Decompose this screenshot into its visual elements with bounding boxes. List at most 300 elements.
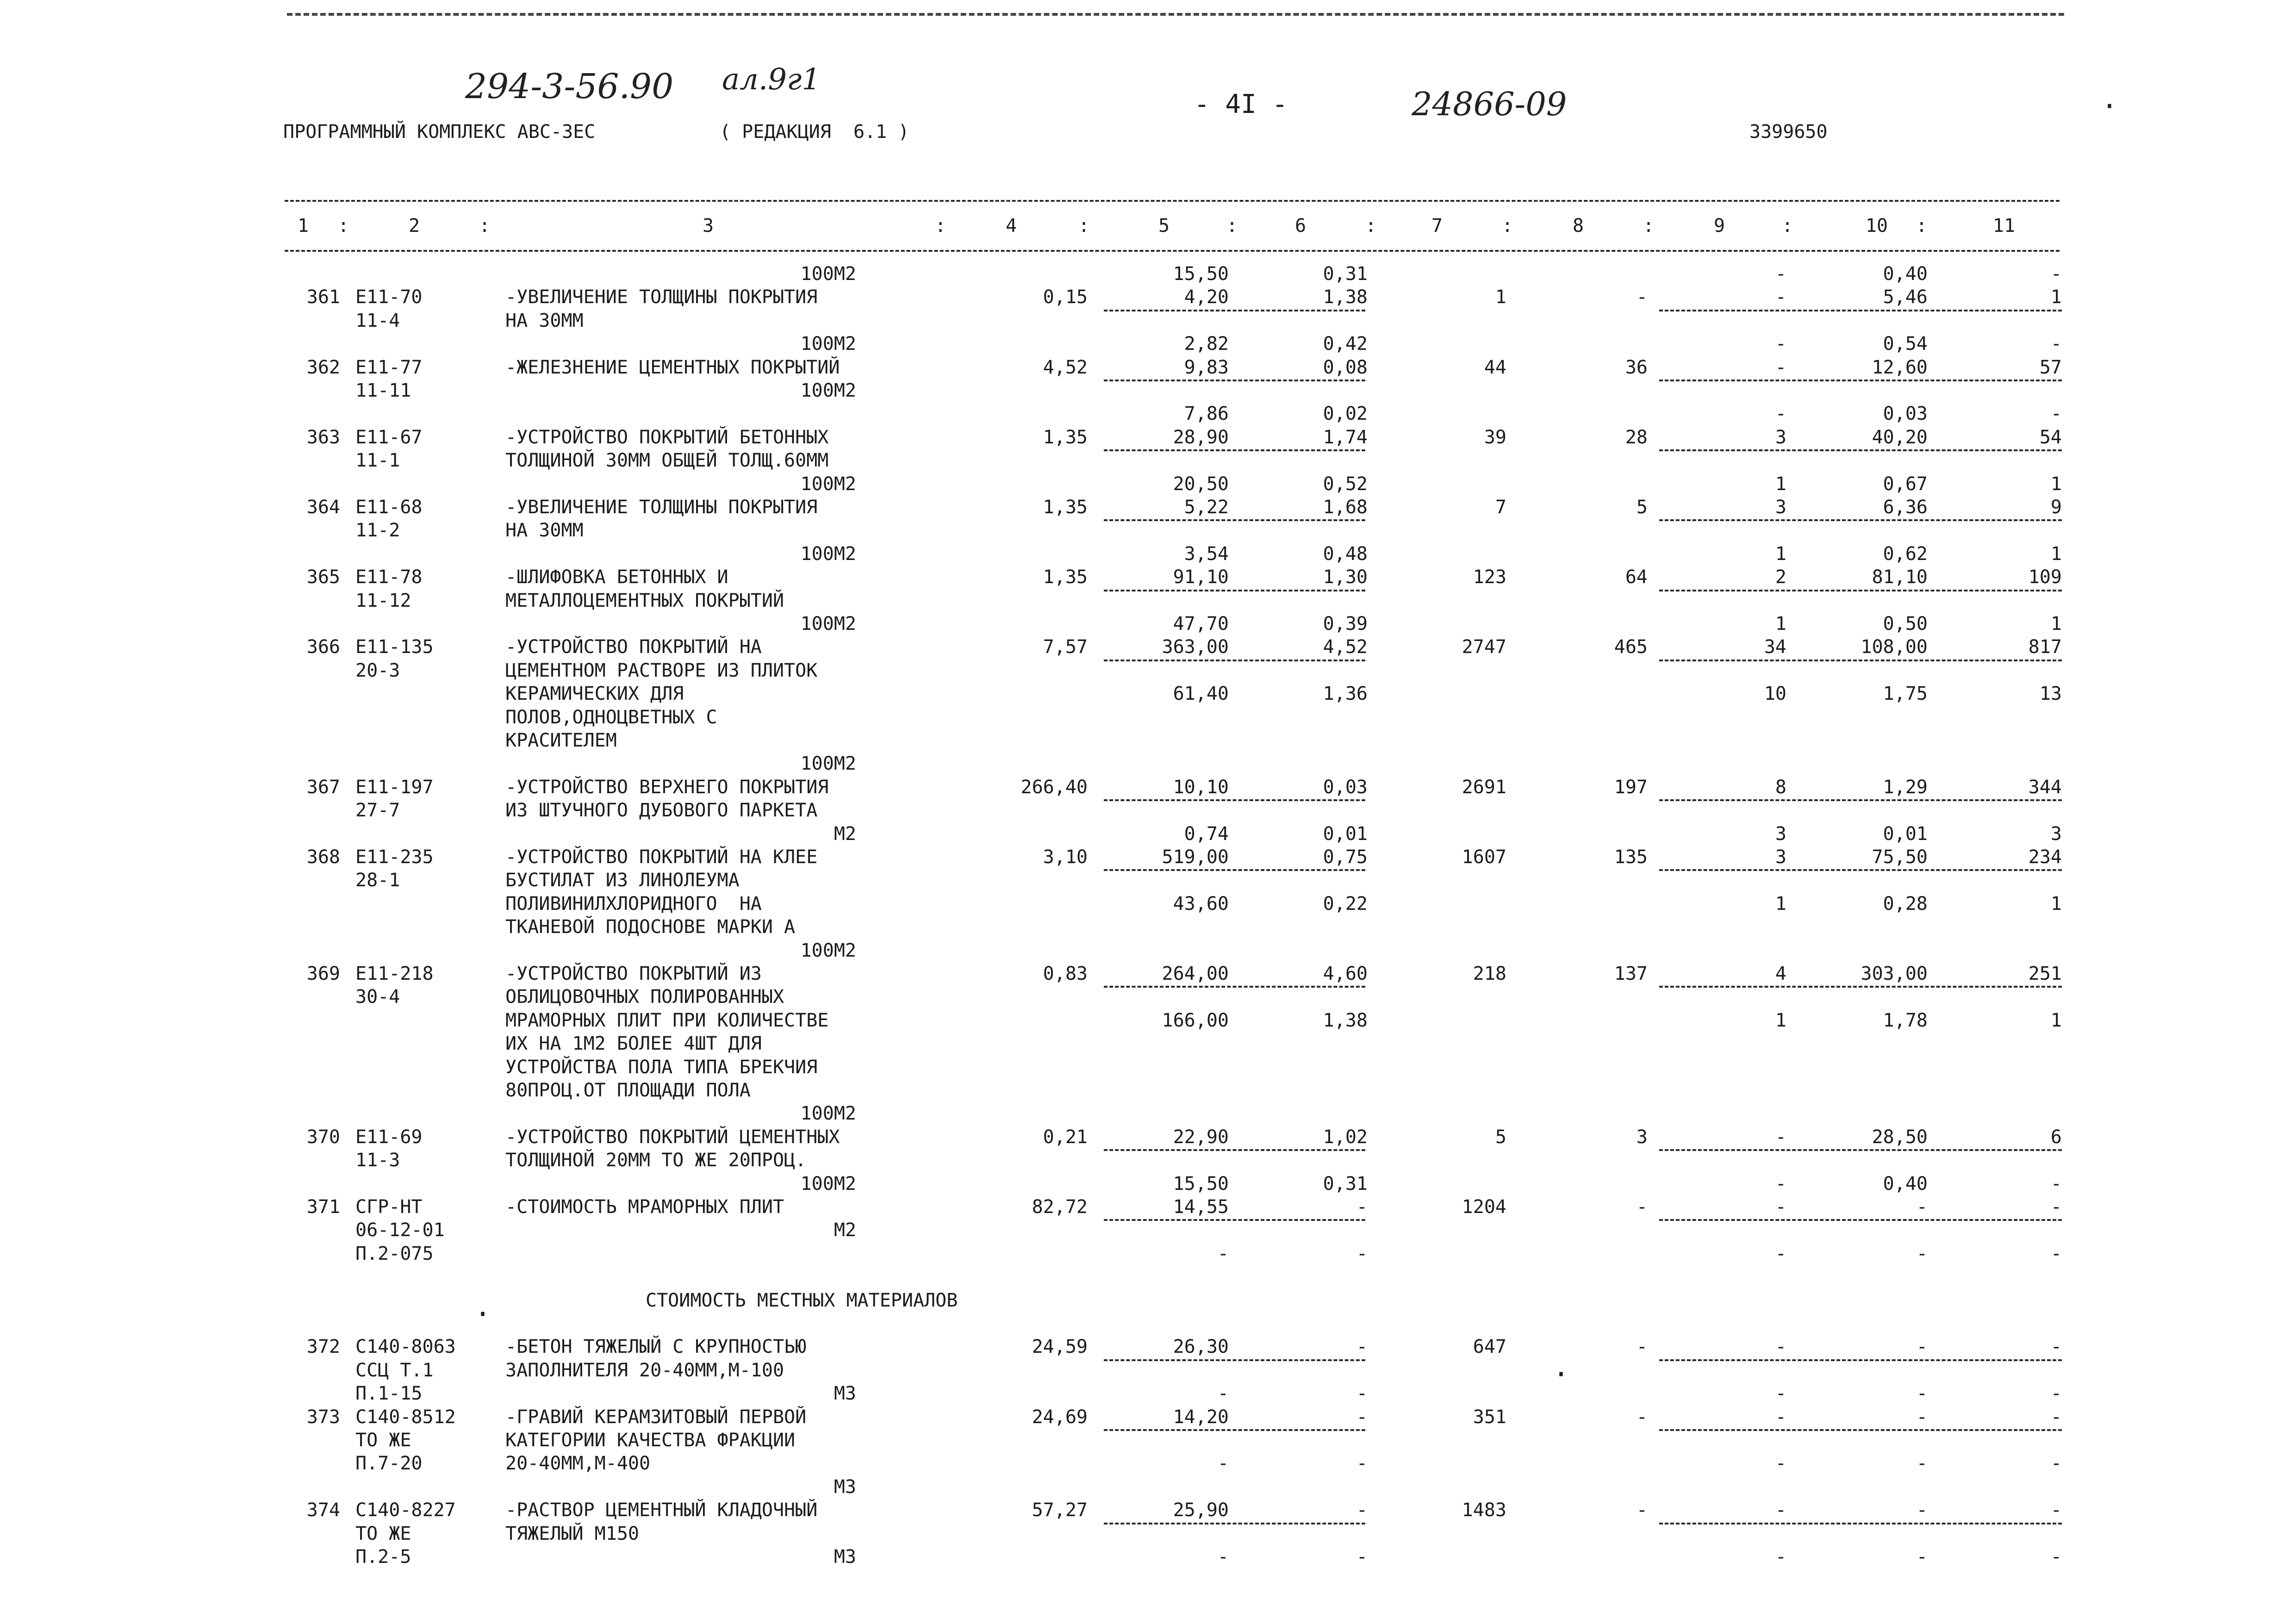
cell-c5: 7,86 xyxy=(1184,403,1229,425)
cell-c11: 13 xyxy=(2039,683,2062,705)
normative-code: ТО ЖЕ xyxy=(355,1430,411,1451)
cell-c9: 1 xyxy=(1775,473,1786,495)
subtotal-rule xyxy=(1104,519,1365,521)
normative-code: 11-12 xyxy=(355,590,411,611)
cell-c6: 0,02 xyxy=(1323,403,1368,425)
cell-c9: - xyxy=(1775,403,1786,425)
cell-c7: 1204 xyxy=(1462,1196,1506,1218)
normative-code: 11-11 xyxy=(355,380,411,401)
work-description: -УСТРОЙСТВО ПОКРЫТИЙ ИЗ xyxy=(505,963,762,984)
subtotal-rule xyxy=(1104,449,1365,451)
work-description: УСТРОЙСТВА ПОЛА ТИПА БРЕКЧИЯ xyxy=(505,1056,818,1078)
normative-code: Е11-69 xyxy=(355,1126,423,1148)
cell-c5: 14,55 xyxy=(1173,1196,1229,1218)
cell-c5: 4,20 xyxy=(1184,286,1229,308)
work-description: -УСТРОЙСТВО ПОКРЫТИЙ ЦЕМЕНТНЫХ xyxy=(505,1126,840,1148)
cell-c10: 1,78 xyxy=(1883,1009,1928,1031)
cell-c7: 39 xyxy=(1484,426,1506,448)
subtotal-rule xyxy=(1104,1219,1365,1221)
cell-c6: 4,60 xyxy=(1323,963,1368,984)
unit-of-measure: 100М2 xyxy=(800,753,856,775)
cell-c8: - xyxy=(1636,1500,1648,1521)
cell-c4: 266,40 xyxy=(1020,776,1088,798)
column-separator: : xyxy=(479,215,491,236)
cell-c7: 351 xyxy=(1473,1406,1506,1428)
cell-c9: - xyxy=(1775,333,1786,355)
page-number: - 4I - xyxy=(1194,89,1288,119)
work-description: КАТЕГОРИИ КАЧЕСТВА ФРАКЦИИ xyxy=(505,1430,796,1451)
subtotal-rule xyxy=(1659,1149,2062,1151)
cell-c8: 135 xyxy=(1614,846,1648,868)
row-number: 370 xyxy=(306,1126,340,1148)
cell-c9: - xyxy=(1775,1383,1786,1405)
normative-code: 11-1 xyxy=(355,450,400,472)
unit-of-measure: 100М2 xyxy=(800,613,856,635)
cell-c10: 0,03 xyxy=(1883,403,1928,425)
cell-c11: 817 xyxy=(2028,636,2062,658)
work-description: -ШЛИФОВКА БЕТОННЫХ И xyxy=(505,566,728,588)
normative-code: Е11-218 xyxy=(355,963,434,984)
normative-code: П.1-15 xyxy=(355,1383,423,1405)
work-description: -РАСТВОР ЦЕМЕНТНЫЙ КЛАДОЧНЫЙ xyxy=(505,1500,818,1521)
work-description: -БЕТОН ТЯЖЕЛЫЙ С КРУПНОСТЬЮ xyxy=(505,1336,807,1358)
subtotal-rule xyxy=(1104,799,1365,801)
subtotal-rule xyxy=(1659,519,2062,521)
edition-label: ( РЕДАКЦИЯ 6.1 ) xyxy=(720,121,909,143)
cell-c11: - xyxy=(2050,1453,2062,1475)
cell-c9: 1 xyxy=(1775,543,1786,565)
subtotal-rule xyxy=(1659,799,2062,801)
normative-code: ТО ЖЕ xyxy=(355,1523,411,1544)
row-number: 367 xyxy=(306,776,340,798)
cell-c10: - xyxy=(1916,1383,1928,1405)
cell-c9: - xyxy=(1775,1546,1786,1568)
column-header-5: 5 xyxy=(1158,215,1170,236)
cell-c9: - xyxy=(1775,1243,1786,1264)
work-description: НА 30ММ xyxy=(505,520,584,541)
normative-code: Е11-67 xyxy=(355,426,423,448)
cell-c5: 61,40 xyxy=(1173,683,1229,705)
row-number: 372 xyxy=(306,1336,340,1358)
row-number: 366 xyxy=(306,636,340,658)
cell-c8: 36 xyxy=(1625,356,1648,378)
handwritten-code: 294-3-56.90 xyxy=(465,67,674,106)
cell-c5: 166,00 xyxy=(1162,1009,1229,1031)
cell-c4: 0,15 xyxy=(1043,286,1088,308)
normative-code: 11-4 xyxy=(355,310,400,331)
row-number: 374 xyxy=(306,1500,340,1521)
cell-c11: 6 xyxy=(2050,1126,2062,1148)
row-number: 365 xyxy=(306,566,340,588)
column-separator: : xyxy=(1226,215,1238,236)
work-description: -УСТРОЙСТВО ПОКРЫТИЙ НА xyxy=(505,636,762,658)
cell-c6: 0,01 xyxy=(1323,823,1368,845)
cell-c10: - xyxy=(1916,1243,1928,1264)
cell-c6: 1,38 xyxy=(1323,286,1368,308)
cell-c9: - xyxy=(1775,1126,1786,1148)
normative-code: Е11-235 xyxy=(355,846,434,868)
cell-c6: 1,36 xyxy=(1323,683,1368,705)
cell-c10: - xyxy=(1916,1546,1928,1568)
cell-c5: 2,82 xyxy=(1184,333,1229,355)
cell-c5: 519,00 xyxy=(1162,846,1229,868)
cell-c11: 1 xyxy=(2050,473,2062,495)
cell-c5: 9,83 xyxy=(1184,356,1229,378)
unit-of-measure: М2 xyxy=(834,823,856,845)
row-number: 371 xyxy=(306,1196,340,1218)
cell-c9: 34 xyxy=(1764,636,1786,658)
normative-code: П.2-5 xyxy=(355,1546,411,1568)
cell-c6: 1,30 xyxy=(1323,566,1368,588)
cell-c4: 0,83 xyxy=(1043,963,1088,984)
cell-c4: 1,35 xyxy=(1043,566,1088,588)
normative-code: П.2-075 xyxy=(355,1243,434,1264)
work-description: ИХ НА 1М2 БОЛЕЕ 4ШТ ДЛЯ xyxy=(505,1033,762,1055)
cell-c6: 0,42 xyxy=(1323,333,1368,355)
cell-c11: 344 xyxy=(2028,776,2062,798)
cell-c7: 218 xyxy=(1473,963,1506,984)
normative-code: ССЦ Т.1 xyxy=(355,1359,434,1381)
cell-c9: 3 xyxy=(1775,497,1786,518)
cell-c6: 0,03 xyxy=(1323,776,1368,798)
cell-c7: 647 xyxy=(1473,1336,1506,1358)
cell-c6: 0,75 xyxy=(1323,846,1368,868)
normative-code: СГР-НТ xyxy=(355,1196,423,1218)
cell-c5: 10,10 xyxy=(1173,776,1229,798)
subtotal-rule xyxy=(1659,1429,2062,1431)
cell-c6: 0,31 xyxy=(1323,263,1368,285)
cell-c10: 0,28 xyxy=(1883,893,1928,915)
row-number: 369 xyxy=(306,963,340,984)
work-description: -СТОИМОСТЬ МРАМОРНЫХ ПЛИТ xyxy=(505,1196,784,1218)
cell-c5: 15,50 xyxy=(1173,263,1229,285)
work-description: -УСТРОЙСТВО ВЕРХНЕГО ПОКРЫТИЯ xyxy=(505,776,829,798)
cell-c10: 0,01 xyxy=(1883,823,1928,845)
subtotal-rule xyxy=(1659,310,2062,311)
cell-c10: - xyxy=(1916,1196,1928,1218)
column-header-6: 6 xyxy=(1294,215,1307,236)
cell-c10: 0,40 xyxy=(1883,263,1928,285)
cell-c8: 137 xyxy=(1614,963,1648,984)
cell-c5: 25,90 xyxy=(1173,1500,1229,1521)
cell-c10: 303,00 xyxy=(1860,963,1928,984)
cell-c8: - xyxy=(1636,1406,1648,1428)
cell-c6: 0,31 xyxy=(1323,1173,1368,1195)
cell-c5: - xyxy=(1217,1546,1229,1568)
cell-c9: - xyxy=(1775,1196,1786,1218)
cell-c5: 22,90 xyxy=(1173,1126,1229,1148)
work-description: -УВЕЛИЧЕНИЕ ТОЛЩИНЫ ПОКРЫТИЯ xyxy=(505,286,818,308)
normative-code: Е11-197 xyxy=(355,776,434,798)
subtotal-rule xyxy=(1104,310,1365,311)
normative-code: С140-8063 xyxy=(355,1336,456,1358)
cell-c10: 5,46 xyxy=(1883,286,1928,308)
cell-c5: 3,54 xyxy=(1184,543,1229,565)
cell-c11: 1 xyxy=(2050,613,2062,635)
normative-code: 11-3 xyxy=(355,1150,400,1171)
column-header-8: 8 xyxy=(1572,215,1584,236)
cell-c9: - xyxy=(1775,263,1786,285)
cell-c11: 57 xyxy=(2039,356,2062,378)
cell-c5: 0,74 xyxy=(1184,823,1229,845)
work-description: ЦЕМЕНТНОМ РАСТВОРЕ ИЗ ПЛИТОК xyxy=(505,660,818,681)
column-separator: : xyxy=(1782,215,1793,236)
column-header-7: 7 xyxy=(1431,215,1443,236)
cell-c9: - xyxy=(1775,1406,1786,1428)
column-header-3: 3 xyxy=(702,215,714,236)
subtotal-rule xyxy=(1104,590,1365,591)
cell-c10: 1,75 xyxy=(1883,683,1928,705)
work-description: МРАМОРНЫХ ПЛИТ ПРИ КОЛИЧЕСТВЕ xyxy=(505,1009,829,1031)
cell-c4: 1,35 xyxy=(1043,497,1088,518)
work-description: -УВЕЛИЧЕНИЕ ТОЛЩИНЫ ПОКРЫТИЯ xyxy=(505,497,818,518)
cell-c4: 24,69 xyxy=(1032,1406,1088,1428)
subtotal-rule xyxy=(1104,1523,1365,1524)
cell-c8: - xyxy=(1636,1196,1648,1218)
subtotal-rule xyxy=(1659,660,2062,661)
subtotal-rule xyxy=(1104,1429,1365,1431)
header-rule-bottom xyxy=(285,250,2060,252)
cell-c4: 7,57 xyxy=(1043,636,1088,658)
normative-code: С140-8227 xyxy=(355,1500,456,1521)
unit-of-measure: 100М2 xyxy=(800,543,856,565)
subtotal-rule xyxy=(1104,1359,1365,1361)
cell-c9: - xyxy=(1775,286,1786,308)
work-description: ЗАПОЛНИТЕЛЯ 20-40ММ,М-100 xyxy=(505,1359,784,1381)
cell-c9: 3 xyxy=(1775,426,1786,448)
cell-c6: 1,74 xyxy=(1323,426,1368,448)
unit-of-measure: 100М2 xyxy=(800,263,856,285)
cell-c8: - xyxy=(1636,1336,1648,1358)
subtotal-rule xyxy=(1104,869,1365,871)
cell-c8: 197 xyxy=(1614,776,1648,798)
cell-c9: 4 xyxy=(1775,963,1786,984)
work-description: НА 30ММ xyxy=(505,310,584,331)
cell-c5: 43,60 xyxy=(1173,893,1229,915)
cell-c11: 1 xyxy=(2050,1009,2062,1031)
subtotal-rule xyxy=(1104,380,1365,381)
cell-c6: 1,02 xyxy=(1323,1126,1368,1148)
cell-c10: 28,50 xyxy=(1872,1126,1928,1148)
normative-code: 20-3 xyxy=(355,660,400,681)
cell-c10: 81,10 xyxy=(1872,566,1928,588)
unit-of-measure: М3 xyxy=(834,1546,856,1568)
cell-c5: 20,50 xyxy=(1173,473,1229,495)
cell-c6: 4,52 xyxy=(1323,636,1368,658)
work-description: ОБЛИЦОВОЧНЫХ ПОЛИРОВАННЫХ xyxy=(505,986,784,1008)
cell-c5: - xyxy=(1217,1453,1229,1475)
cell-c5: 28,90 xyxy=(1173,426,1229,448)
cell-c11: - xyxy=(2050,333,2062,355)
cell-c5: 15,50 xyxy=(1173,1173,1229,1195)
column-separator: : xyxy=(1365,215,1377,236)
cell-c6: - xyxy=(1356,1406,1368,1428)
cell-c10: 12,60 xyxy=(1872,356,1928,378)
row-number: 361 xyxy=(306,286,340,308)
cell-c8: 64 xyxy=(1625,566,1648,588)
cell-c11: - xyxy=(2050,1500,2062,1521)
row-number: 368 xyxy=(306,846,340,868)
cell-c6: - xyxy=(1356,1196,1368,1218)
work-description: ИЗ ШТУЧНОГО ДУБОВОГО ПАРКЕТА xyxy=(505,800,818,821)
cell-c11: 251 xyxy=(2028,963,2062,984)
cell-c10: 1,29 xyxy=(1883,776,1928,798)
subtotal-rule xyxy=(1659,590,2062,591)
handwritten-album: ал.9г1 xyxy=(722,62,821,97)
cell-c10: 108,00 xyxy=(1860,636,1928,658)
work-description: -УСТРОЙСТВО ПОКРЫТИЙ НА КЛЕЕ xyxy=(505,846,818,868)
unit-of-measure: 100М2 xyxy=(800,333,856,355)
normative-code: 28-1 xyxy=(355,870,400,891)
cell-c4: 82,72 xyxy=(1032,1196,1088,1218)
cell-c6: 0,08 xyxy=(1323,356,1368,378)
cell-c6: - xyxy=(1356,1383,1368,1405)
cell-c8: 28 xyxy=(1625,426,1648,448)
cell-c7: 44 xyxy=(1484,356,1506,378)
cell-c7: 5 xyxy=(1495,1126,1506,1148)
cell-c10: - xyxy=(1916,1500,1928,1521)
cell-c5: 14,20 xyxy=(1173,1406,1229,1428)
subtotal-rule xyxy=(1104,986,1365,988)
work-description: КЕРАМИЧЕСКИХ ДЛЯ xyxy=(505,683,684,705)
work-description: ТОЛЩИНОЙ 30ММ ОБЩЕЙ ТОЛЩ.60ММ xyxy=(505,450,829,472)
cell-c10: 0,54 xyxy=(1883,333,1928,355)
cell-c6: - xyxy=(1356,1546,1368,1568)
cell-c5: 5,22 xyxy=(1184,497,1229,518)
column-header-9: 9 xyxy=(1713,215,1725,236)
unit-of-measure: М3 xyxy=(834,1383,856,1405)
subtotal-rule xyxy=(1659,380,2062,381)
column-separator: : xyxy=(1643,215,1655,236)
normative-code: Е11-78 xyxy=(355,566,423,588)
column-separator: : xyxy=(1916,215,1928,236)
cell-c4: 0,21 xyxy=(1043,1126,1088,1148)
cell-c7: 2691 xyxy=(1462,776,1506,798)
cell-c7: 1607 xyxy=(1462,846,1506,868)
cell-c8: 5 xyxy=(1636,497,1648,518)
column-header-4: 4 xyxy=(1005,215,1017,236)
cell-c5: - xyxy=(1217,1383,1229,1405)
cell-c11: 9 xyxy=(2050,497,2062,518)
row-number: 364 xyxy=(306,497,340,518)
stray-mark: · xyxy=(2101,90,2118,123)
work-description: ТЯЖЕЛЫЙ М150 xyxy=(505,1523,639,1544)
cell-c4: 24,59 xyxy=(1032,1336,1088,1358)
cell-c6: 1,68 xyxy=(1323,497,1368,518)
work-description: ТКАНЕВОЙ ПОДОСНОВЕ МАРКИ А xyxy=(505,916,796,938)
column-separator: : xyxy=(1078,215,1090,236)
cell-c6: - xyxy=(1356,1336,1368,1358)
cell-c9: - xyxy=(1775,1336,1786,1358)
cell-c5: 91,10 xyxy=(1173,566,1229,588)
subtotal-rule xyxy=(1104,660,1365,661)
cell-c10: - xyxy=(1916,1336,1928,1358)
cell-c11: - xyxy=(2050,1196,2062,1218)
cell-c6: 0,52 xyxy=(1323,473,1368,495)
column-header-1: 1 xyxy=(297,215,309,236)
work-description: -ГРАВИЙ КЕРАМЗИТОВЫЙ ПЕРВОЙ xyxy=(505,1406,807,1428)
unit-of-measure: М2 xyxy=(834,1220,856,1241)
work-description: ПОЛИВИНИЛХЛОРИДНОГО НА xyxy=(505,893,762,915)
cell-c9: 8 xyxy=(1775,776,1786,798)
work-description: ТОЛЩИНОЙ 20ММ ТО ЖЕ 20ПРОЦ. xyxy=(505,1150,807,1171)
subtotal-rule xyxy=(1659,986,2062,988)
normative-code: 11-2 xyxy=(355,520,400,541)
unit-of-measure: 100М2 xyxy=(800,1173,856,1195)
document-code: 3399650 xyxy=(1749,121,1828,143)
cell-c7: 123 xyxy=(1473,566,1506,588)
cell-c10: 0,40 xyxy=(1883,1173,1928,1195)
work-description: 80ПРОЦ.ОТ ПЛОЩАДИ ПОЛА xyxy=(505,1080,751,1101)
cell-c10: 40,20 xyxy=(1872,426,1928,448)
subtotal-rule xyxy=(1659,1219,2062,1221)
cell-c10: 0,50 xyxy=(1883,613,1928,635)
cell-c4: 3,10 xyxy=(1043,846,1088,868)
cell-c10: 0,67 xyxy=(1883,473,1928,495)
cell-c6: 0,22 xyxy=(1323,893,1368,915)
cell-c9: 1 xyxy=(1775,1009,1786,1031)
cell-c10: - xyxy=(1916,1453,1928,1475)
cell-c11: - xyxy=(2050,1383,2062,1405)
program-title: ПРОГРАММНЫЙ КОМПЛЕКС АВС-3ЕС xyxy=(283,121,596,143)
cell-c9: - xyxy=(1775,356,1786,378)
cell-c4: 4,52 xyxy=(1043,356,1088,378)
cell-c10: 6,36 xyxy=(1883,497,1928,518)
unit-of-measure: М3 xyxy=(834,1476,856,1498)
row-number: 362 xyxy=(306,356,340,378)
cell-c10: 75,50 xyxy=(1872,846,1928,868)
cell-c6: - xyxy=(1356,1500,1368,1521)
cell-c11: 109 xyxy=(2028,566,2062,588)
work-description: БУСТИЛАТ ИЗ ЛИНОЛЕУМА xyxy=(505,870,740,891)
cell-c11: 1 xyxy=(2050,543,2062,565)
cell-c9: 2 xyxy=(1775,566,1786,588)
unit-of-measure: 100М2 xyxy=(800,1103,856,1125)
subtotal-rule xyxy=(1659,869,2062,871)
column-header-10: 10 xyxy=(1865,215,1888,236)
cell-c7: 7 xyxy=(1495,497,1506,518)
cell-c9: - xyxy=(1775,1500,1786,1521)
unit-of-measure: 100М2 xyxy=(800,940,856,961)
stray-mark: · xyxy=(474,1298,492,1331)
cell-c11: - xyxy=(2050,1336,2062,1358)
cell-c8: 465 xyxy=(1614,636,1648,658)
cell-c9: 3 xyxy=(1775,846,1786,868)
unit-of-measure: 100М2 xyxy=(800,473,856,495)
top-dash-border xyxy=(287,13,2064,16)
subtotal-rule xyxy=(1104,1149,1365,1151)
cell-c8: - xyxy=(1636,286,1648,308)
cell-c4: 1,35 xyxy=(1043,426,1088,448)
cell-c8: 3 xyxy=(1636,1126,1648,1148)
work-description: ПОЛОВ,ОДНОЦВЕТНЫХ С xyxy=(505,706,717,728)
cell-c9: - xyxy=(1775,1173,1786,1195)
unit-of-measure: 100М2 xyxy=(800,380,856,401)
normative-code: П.7-20 xyxy=(355,1453,423,1475)
normative-code: Е11-135 xyxy=(355,636,434,658)
cell-c11: 234 xyxy=(2028,846,2062,868)
cell-c11: 54 xyxy=(2039,426,2062,448)
normative-code: С140-8512 xyxy=(355,1406,456,1428)
cell-c9: - xyxy=(1775,1453,1786,1475)
column-separator: : xyxy=(338,215,349,236)
cell-c11: - xyxy=(2050,1406,2062,1428)
cell-c9: 1 xyxy=(1775,893,1786,915)
cell-c6: - xyxy=(1356,1243,1368,1264)
cell-c10: - xyxy=(1916,1406,1928,1428)
cell-c7: 2747 xyxy=(1462,636,1506,658)
normative-code: Е11-77 xyxy=(355,356,423,378)
